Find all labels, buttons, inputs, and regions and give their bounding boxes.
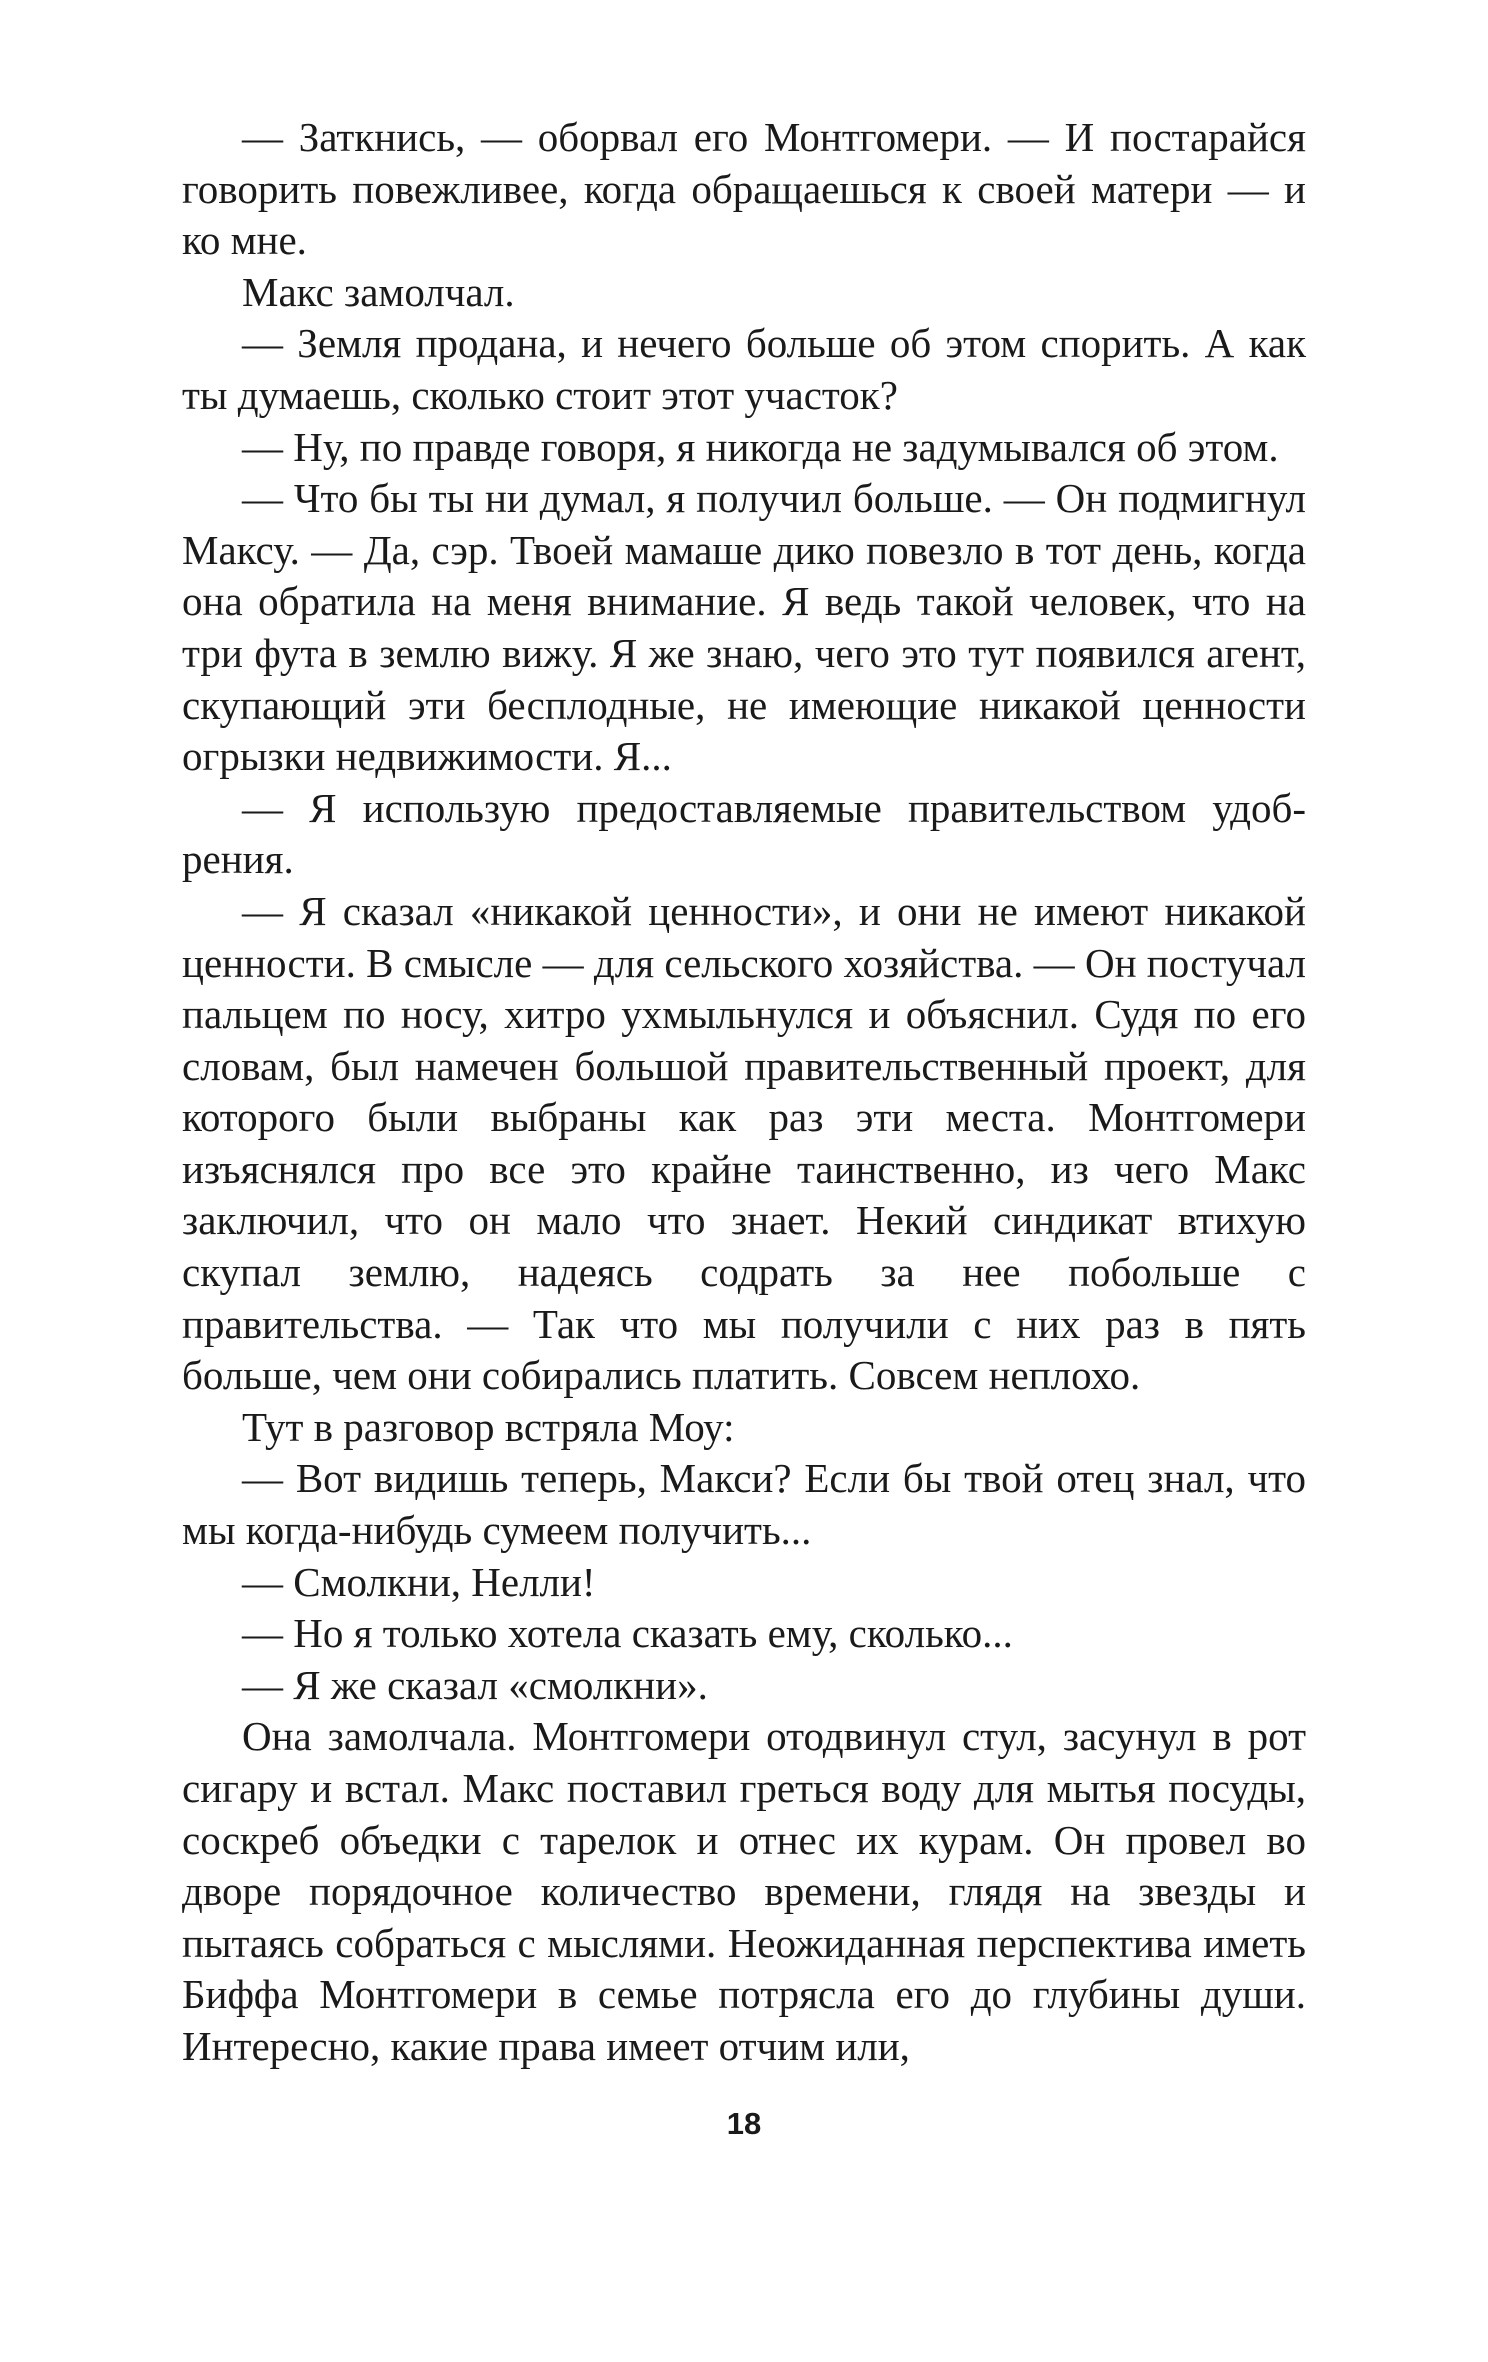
paragraph: — Я сказал «никакой ценности», и они не имеют никакой ценности. В смысле — для сельского хозяйства. — Он постучал пальцем по носу, хитро ухмыльнулся и объяснил. Судя по его словам, был намечен большой правительственный проект, для которого были выбраны как раз эти места. Монтгомери изъяснялся про все это крайне таинственно, из чего Макс заключил, что он мало что знает. Некий синдикат втихую скупал землю, надеясь содрать за нее побольше с правительства. — Так что мы получили с них раз в пять больше, чем они собирались платить. Совсем неплохо. [182, 887, 1306, 1399]
paragraph: — Я использую предоставляемые правительством удобрения. [182, 784, 1306, 883]
page-number: 18 [726, 2106, 762, 2141]
paragraph: Макс замолчал. [242, 268, 515, 315]
paragraph: — Вот видишь теперь, Макси? Если бы твой отец знал, что мы когда-нибудь сумеем получить... [182, 1455, 1306, 1554]
paragraph: — Заткнись, — оборвал его Монтгомери. — И постарайся говорить повежливее, когда обращаешься к своей матери — и ко мне. [182, 114, 1306, 264]
paragraph: Она замолчала. Монтгомери отодвинул стул, засунул в рот сигару и встал. Макс поставил греться воду для мытья посуды, соскреб объедки с тарелок и отнес их курам. Он провел во дворе порядочное количество времени, глядя на звезды и пытаясь собраться с мыслями. Неожиданная перспектива иметь Биффа Монтгомери в семье потрясла его до глубины души. Интересно, какие права имеет отчим или, [182, 1713, 1306, 2069]
paragraph: — Ну, по правде говоря, я никогда не задумывался об этом. [242, 423, 1279, 470]
paragraph: — Смолкни, Нелли! [242, 1558, 596, 1605]
paragraph: — Я же сказал «смолкни». [242, 1661, 708, 1708]
paragraph: Тут в разговор встряла Моу: [242, 1403, 735, 1450]
paragraph: — Но я только хотела сказать ему, сколько... [242, 1610, 1013, 1657]
paragraph: — Что бы ты ни думал, я получил больше. — Он подмигнул Максу. — Да, сэр. Твоей мамаше дико повезло в тот день, когда она обратила на меня внимание. Я ведь такой человек, что на три фута в землю вижу. Я же знаю, чего это тут появился агент, скупающий эти бесплодные, не имеющие никакой ценности огрызки недвижимости. Я... [182, 475, 1306, 780]
paragraph: — Земля продана, и нечего больше об этом спорить. А как ты думаешь, сколько стоит этот участок? [182, 320, 1306, 418]
page-body [182, 112, 1306, 2073]
